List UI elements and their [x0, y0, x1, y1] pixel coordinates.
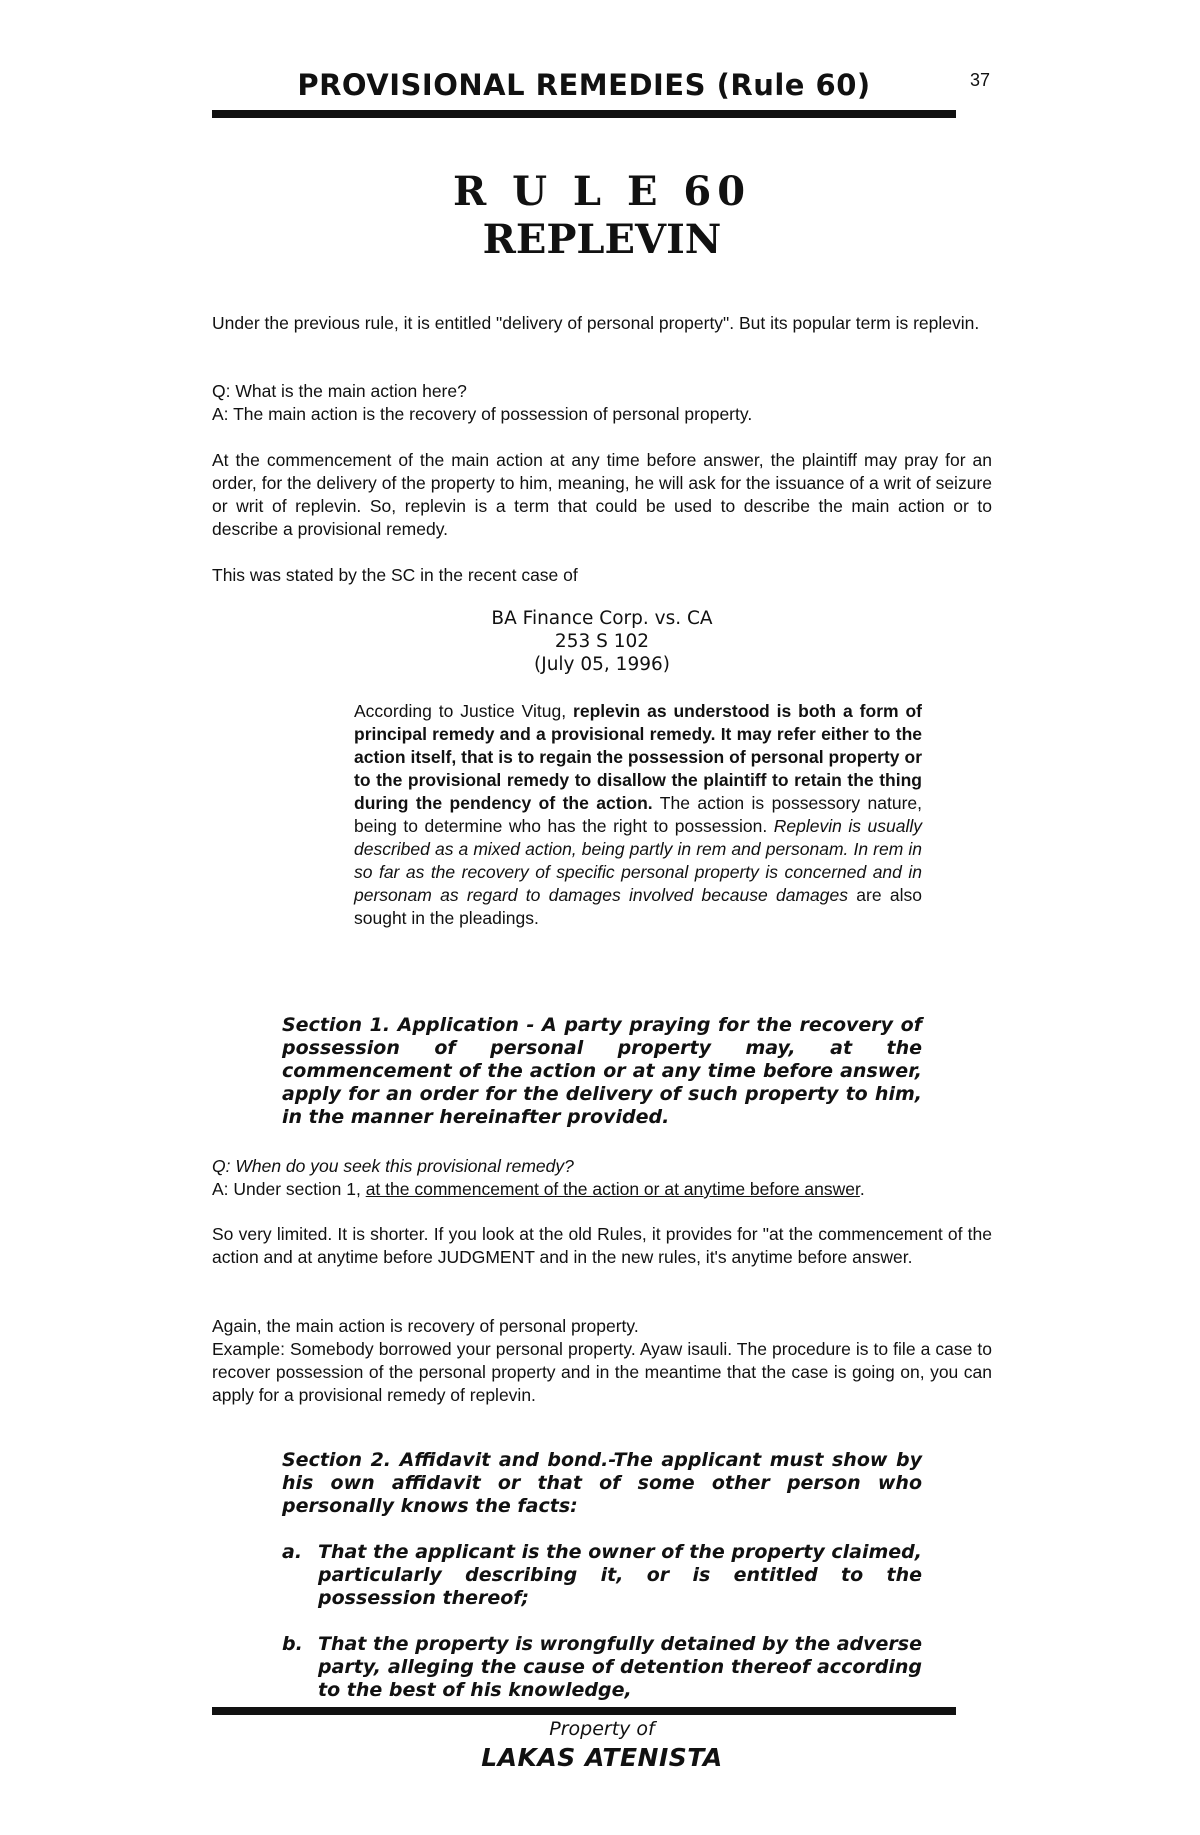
page-number: 37 [970, 70, 991, 90]
commencement-paragraph [212, 449, 992, 541]
header-rule [212, 110, 956, 118]
item-b-label: b. [282, 1633, 303, 1655]
intro-text: Under the previous rule, it is entitled "delivery of personal property". But its popular term is replevin. [212, 313, 980, 333]
commencement-text: At the commencement of the main action at any time before answer, the plaintiff may pray for an order, for the delivery of the property to him, meaning, he will ask for the issuance of a writ of seizure or writ of replevin. So, replevin is a term that could be used to describe the main action or to describe a provisional remedy. [212, 450, 992, 539]
limited-paragraph [212, 1223, 992, 1269]
item-a-text: That the applicant is the owner of the property claimed, particularly describing it, or is entitled to the possession thereof; [318, 1541, 922, 1609]
qa-main-action [212, 380, 992, 426]
limited-text: So very limited. It is shorter. If you look at the old Rules, it provides for "at the commencement of the action and at anytime before JUDGMENT and in the new rules, it's anytime before answer. [212, 1224, 992, 1267]
case-date: (July 05, 1996) [534, 654, 670, 675]
item-b-text: That the property is wrongfully detained by the adverse party, alleging the cause of detention thereof according to the best of his knowledge, [318, 1633, 922, 1701]
rule-name-heading: REPLEVIN [482, 216, 722, 263]
answer-when [212, 1178, 992, 1201]
quote-tail: are also sought in the pleadings. [354, 885, 922, 928]
case-reporter: 253 S 102 [554, 631, 650, 652]
footer-owner: LAKAS ATENISTA [481, 1743, 723, 1772]
answer-when-prefix: A: Under section 1, [212, 1179, 366, 1199]
question-when: Q: When do you seek this provisional remedy? [212, 1156, 574, 1176]
section-2-item-b [282, 1633, 922, 1702]
section-2-intro: Section 2. Affidavit and bond.-The applicant must show by his own affidavit or that of some other person who personally knows the facts: [282, 1449, 922, 1517]
qa-when [212, 1155, 992, 1201]
case-name: BA Finance Corp. vs. CA [491, 608, 713, 629]
example-text: Example: Somebody borrowed your personal property. Ayaw isauli. The procedure is to file a case to recover possession of the personal property and in the meantime that the case is going on, you can apply for a provisional remedy of replevin. [212, 1339, 992, 1405]
case-citation [212, 607, 992, 676]
footer-rule [212, 1707, 956, 1715]
running-header-title: PROVISIONAL REMEDIES (Rule 60) [297, 68, 871, 102]
vitug-quote [354, 700, 922, 930]
sc-text: This was stated by the SC in the recent case of [212, 565, 578, 585]
quote-lead: According to Justice Vitug, [354, 701, 574, 721]
sc-paragraph [212, 564, 992, 587]
example-paragraph [212, 1338, 992, 1407]
rule-number-heading: R U L E 60 [452, 168, 752, 215]
answer-when-suffix: . [859, 1179, 865, 1199]
answer-when-underlined: at the commencement of the action or at anytime before answer [365, 1179, 860, 1199]
quote-italic: Replevin is usually described as a mixed action, being partly in rem and personam. In rem in so far as the recovery of specific personal property is concerned and in personam as regard to damages involved because damages [354, 816, 923, 905]
intro-paragraph [212, 312, 992, 335]
quote-bold: replevin as understood is both a form of principal remedy and a provisional remedy. It may refer either to the action itself, that is to regain the possession of personal property or to the provisional remedy to disallow the plaintiff to retain the thing during the pendency of the action. [354, 701, 923, 813]
footer-property-of: Property of [549, 1718, 655, 1740]
question-main-action: Q: What is the main action here? [212, 381, 467, 401]
answer-main-action: A: The main action is the recovery of possession of personal property. [212, 404, 753, 424]
again-paragraph [212, 1315, 992, 1338]
quote-plain: The action is possessory nature, being to determine who has the right to possession. [354, 793, 922, 836]
section-1-text: Section 1. Application - A party praying for the recovery of possession of personal property may, at the commencement of the action or at any time before answer, apply for an order for the delivery of such property to him, in the manner hereinafter provided. [282, 1014, 922, 1128]
again-text: Again, the main action is recovery of personal property. [212, 1316, 639, 1336]
item-a-label: a. [282, 1541, 303, 1563]
section-2-item-a [282, 1541, 922, 1610]
